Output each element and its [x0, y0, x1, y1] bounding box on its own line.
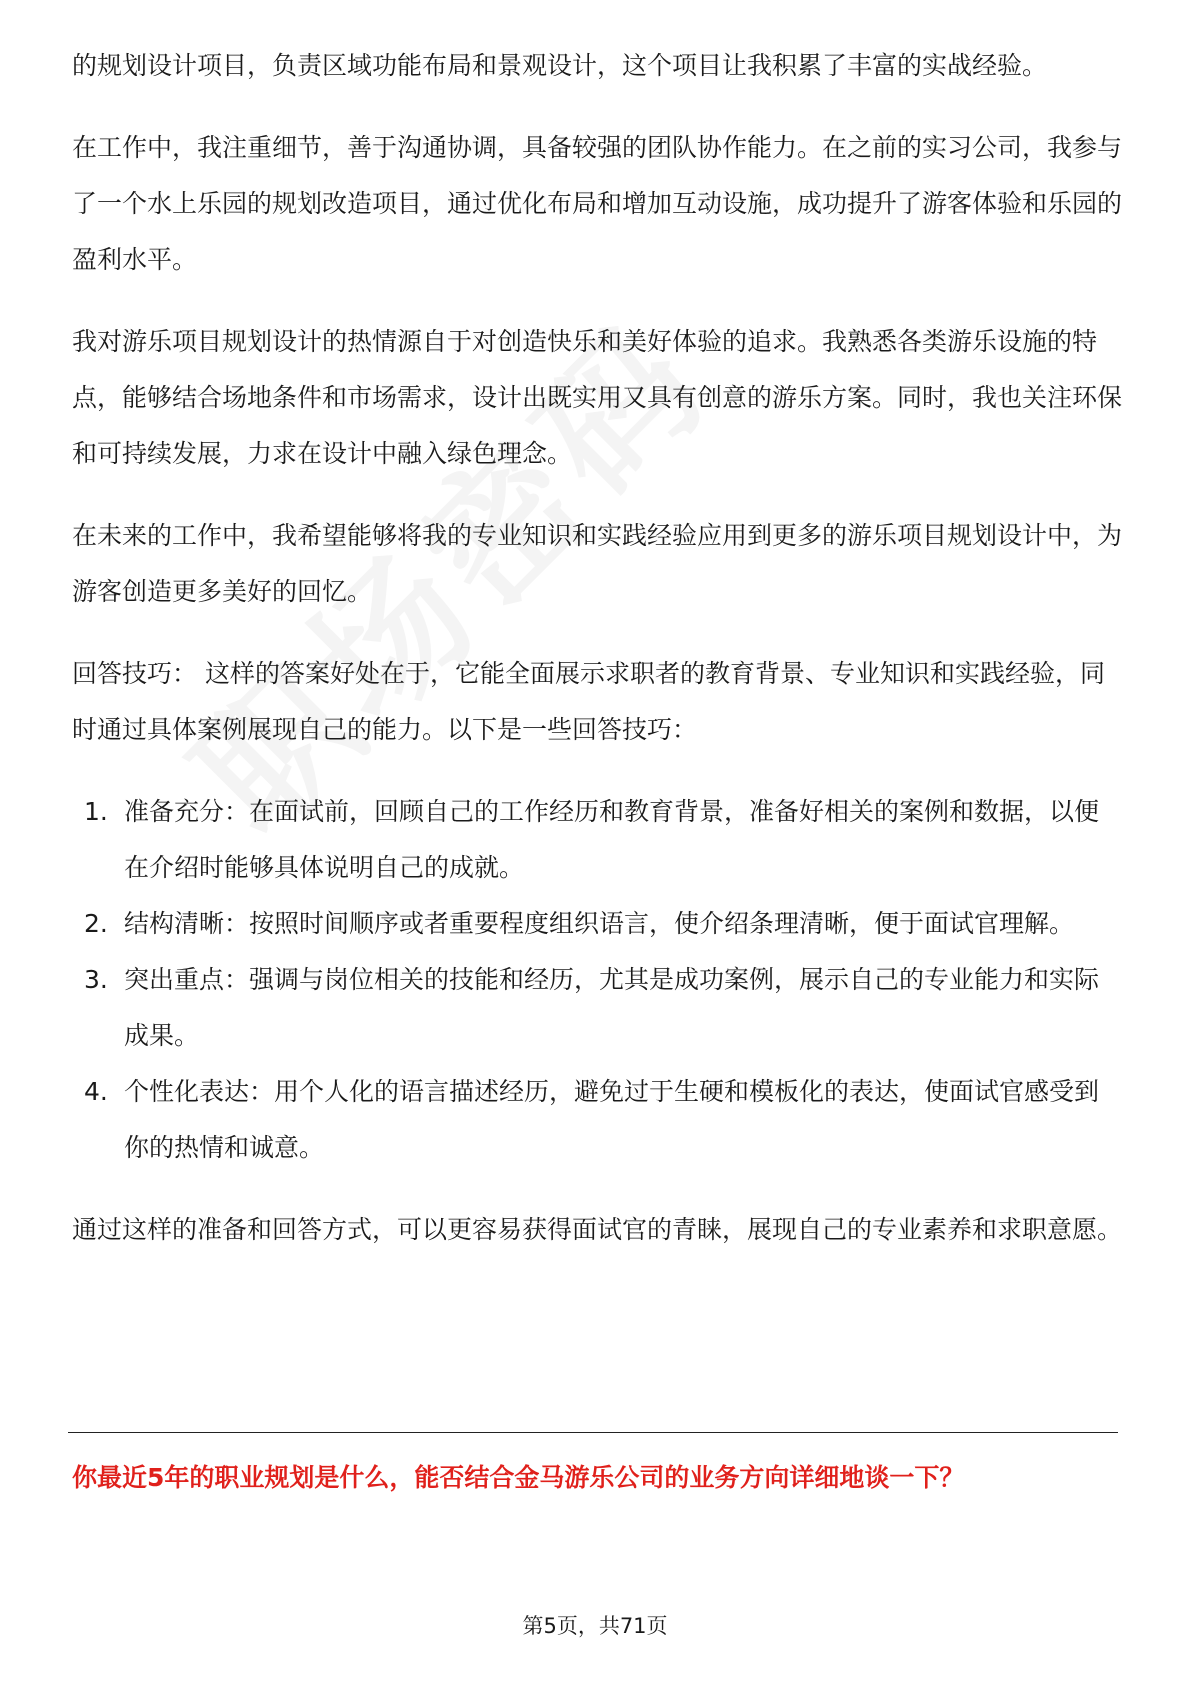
document-body [72, 38, 1122, 1284]
list-item [72, 952, 1122, 1064]
list-number: 4. [84, 1077, 108, 1106]
list-number: 3. [84, 965, 108, 994]
list-number: 1. [84, 797, 108, 826]
paragraph-experience: 的规划设计项目，负责区域功能布局和景观设计，这个项目让我积累了丰富的实战经验。 [72, 51, 1048, 80]
list-item [72, 896, 1122, 952]
section-divider [68, 1432, 1118, 1433]
paragraph-teamwork: 在工作中，我注重细节，善于沟通协调，具备较强的团队协作能力。在之前的实习公司，我参与了一个水上乐园的规划改造项目，通过优化布局和增加互动设施，成功提升了游客体验和乐园的盈利水平。 [72, 133, 1123, 274]
list-item [72, 1064, 1122, 1176]
list-text: 准备充分：在面试前，回顾自己的工作经历和教育背景，准备好相关的案例和数据，以便在介绍时能够具体说明自己的成就。 [124, 797, 1100, 882]
list-item [72, 784, 1122, 896]
paragraph-future: 在未来的工作中，我希望能够将我的专业知识和实践经验应用到更多的游乐项目规划设计中，为游客创造更多美好的回忆。 [72, 521, 1123, 606]
paragraph-closing: 通过这样的准备和回答方式，可以更容易获得面试官的青睐，展现自己的专业素养和求职意愿。 [72, 1215, 1123, 1244]
list-text: 个性化表达：用个人化的语言描述经历，避免过于生硬和模板化的表达，使面试官感受到你的热情和诚意。 [124, 1077, 1100, 1162]
page-number: 第5页，共71页 [522, 1614, 668, 1638]
paragraph-passion: 我对游乐项目规划设计的热情源自于对创造快乐和美好体验的追求。我熟悉各类游乐设施的特点，能够结合场地条件和市场需求，设计出既实用又具有创意的游乐方案。同时，我也关注环保和可持续发展，力求在设计中融入绿色理念。 [72, 327, 1123, 468]
list-text: 突出重点：强调与岗位相关的技能和经历，尤其是成功案例，展示自己的专业能力和实际成果。 [124, 965, 1100, 1050]
tips-list [72, 784, 1122, 1176]
list-text: 结构清晰：按照时间顺序或者重要程度组织语言，使介绍条理清晰，便于面试官理解。 [124, 909, 1075, 938]
next-question-heading: 你最近5年的职业规划是什么，能否结合金马游乐公司的业务方向详细地谈一下？ [72, 1463, 965, 1492]
paragraph-answer-tips: 回答技巧： 这样的答案好处在于，它能全面展示求职者的教育背景、专业知识和实践经验，同时通过具体案例展现自己的能力。以下是一些回答技巧： [72, 659, 1105, 744]
list-number: 2. [84, 909, 108, 938]
